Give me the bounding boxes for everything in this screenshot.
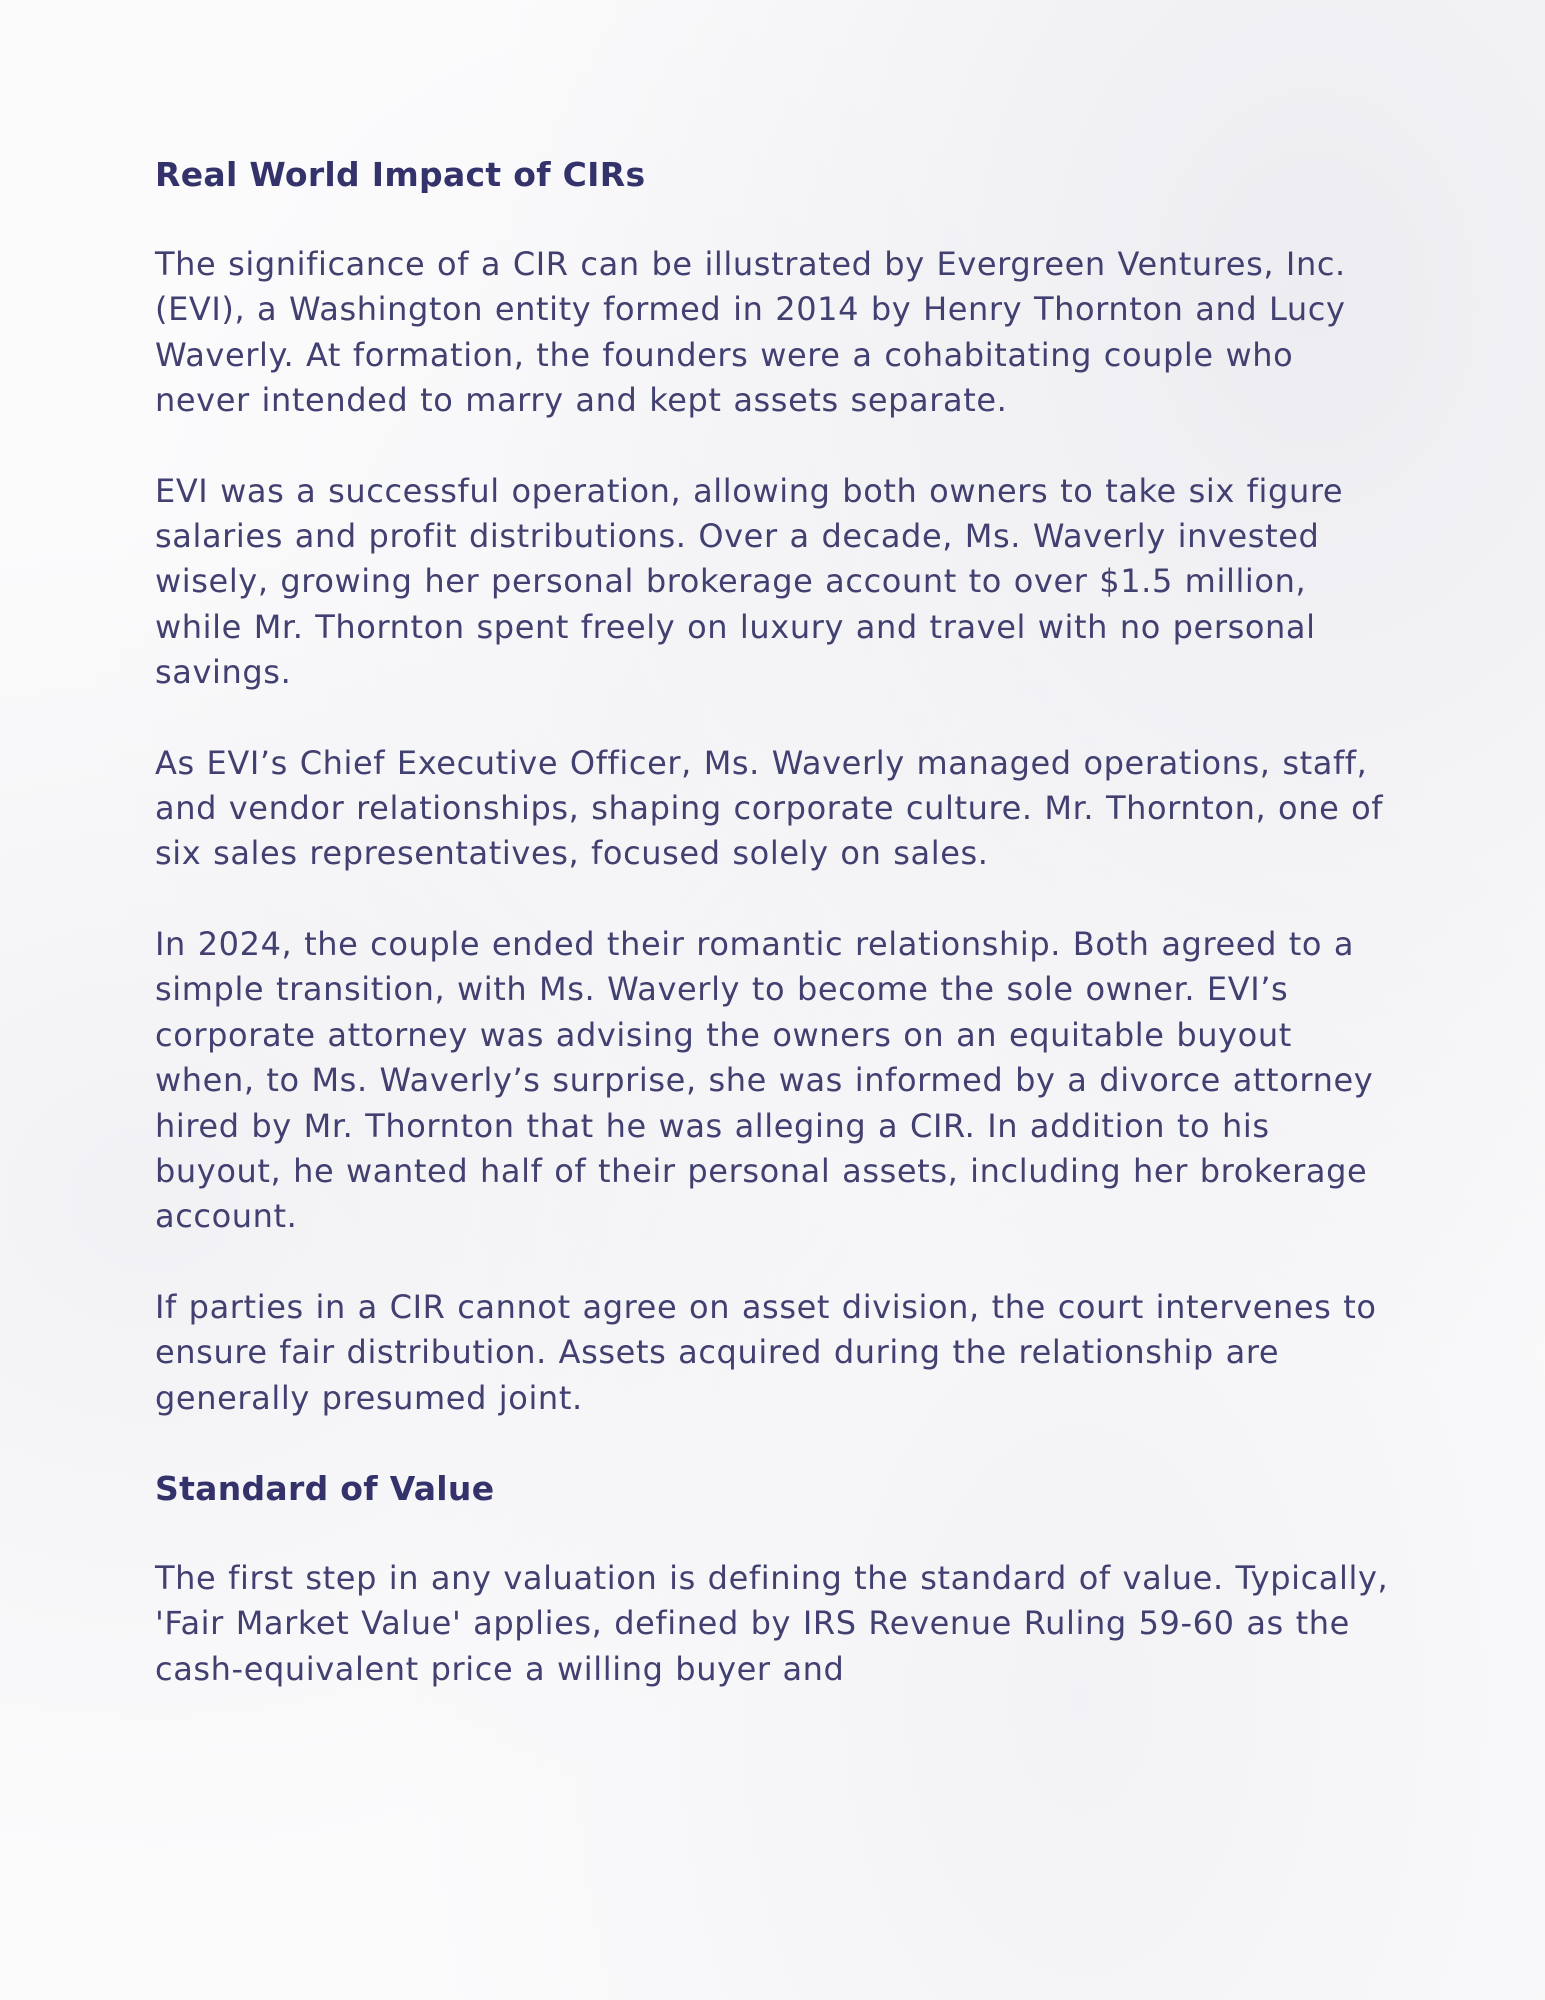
paragraph-evi-success: EVI was a successful operation, allowing both owners to take six figure salaries and profit distributions. Over a decade, Ms. Waverly invested wisely, growing her personal brokerage account to over $1.5 million, while Mr. Thornton spent freely on luxury and travel with no personal savings. — [155, 471, 1344, 692]
paragraph-asset-division: If parties in a CIR cannot agree on asset division, the court intervenes to ensure fair distribution. Assets acquired during the relationship are generally presumed joint. — [155, 1287, 1377, 1417]
section-heading-standard-of-value: Standard of Value — [155, 1468, 495, 1508]
section-heading-real-world-impact: Real World Impact of CIRs — [155, 155, 646, 194]
paragraph-breakup: In 2024, the couple ended their romantic relationship. Both agreed to a simple transition, with Ms. Waverly to become the sole owner. EVI’s corporate attorney was advising the owners on an equitable buyout when, to Ms. Waverly’s surprise, she was informed by a divorce attorney hired by Mr. Thornton that he was alleging a CIR. In addition to his buyout, he wanted half of their personal assets, including her brokerage account. — [155, 924, 1374, 1236]
paragraph-standard-of-value: The first step in any valuation is defining the standard of value. Typically, 'Fair Market Value' applies, defined by IRS Revenue Ruling 59-60 as the cash-equivalent price a willing buyer and — [155, 1558, 1389, 1688]
paragraph-evi-roles: As EVI’s Chief Executive Officer, Ms. Waverly managed operations, staff, and vendor relationships, shaping corporate culture. Mr. Thornton, one of six sales representatives, focused solely on sales. — [155, 743, 1384, 873]
paragraph-evi-intro: The significance of a CIR can be illustrated by Evergreen Ventures, Inc. (EVI), a Washington entity formed in 2014 by Henry Thornton and Lucy Waverly. At formation, the founders were a cohabitating couple who never intended to marry and kept assets separate. — [155, 245, 1346, 420]
